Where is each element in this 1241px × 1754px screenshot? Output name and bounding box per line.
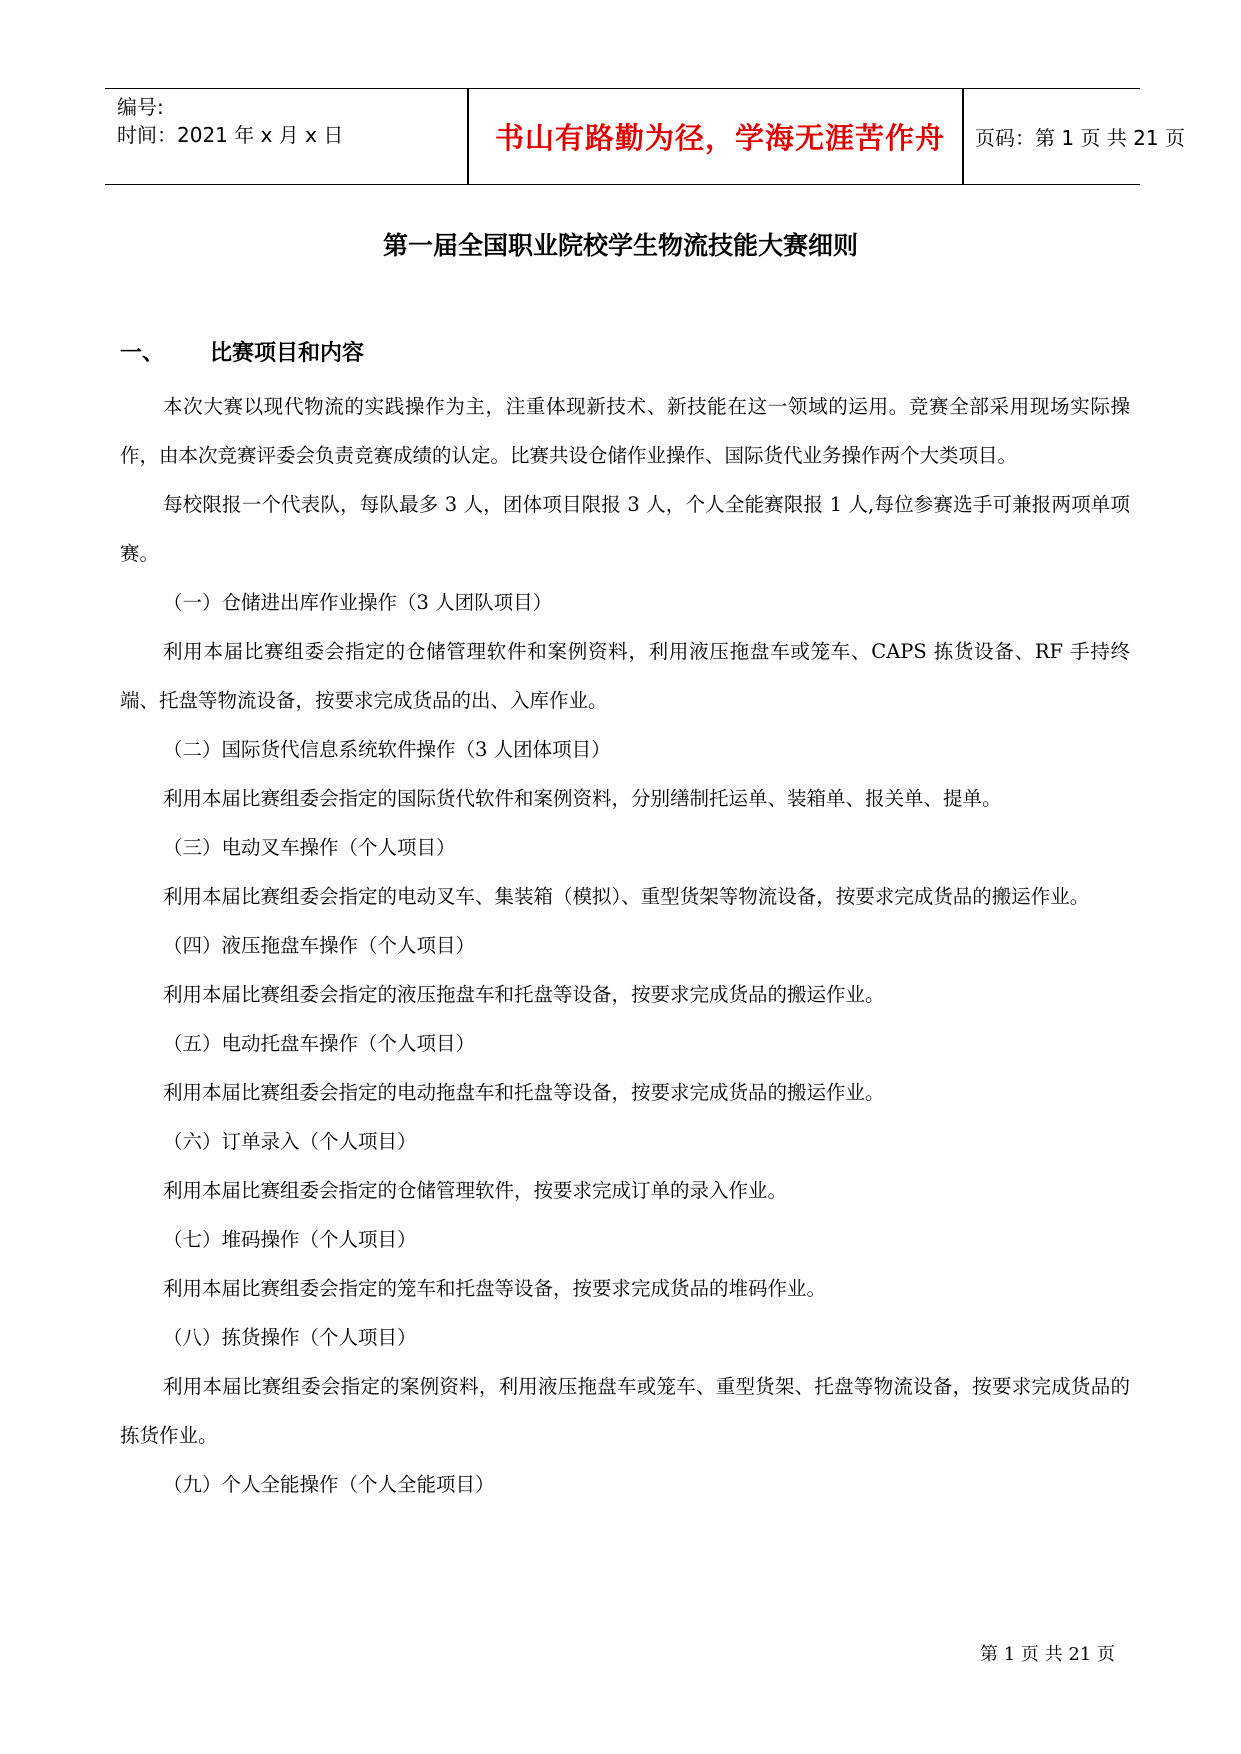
section-heading bbox=[120, 336, 364, 367]
paragraph: 利用本届比赛组委会指定的电动叉车、集装箱（模拟）、重型货架等物流设备，按要求完成货品的搬运作业。 bbox=[163, 885, 1090, 908]
document-body bbox=[120, 382, 1130, 1509]
subheading: （五）电动托盘车操作（个人项目） bbox=[163, 1032, 476, 1055]
header-divider-right bbox=[962, 89, 964, 184]
subheading: （四）液压拖盘车操作（个人项目） bbox=[163, 934, 476, 957]
subheading: （三）电动叉车操作（个人项目） bbox=[163, 836, 456, 859]
header-divider-left bbox=[467, 89, 469, 184]
paragraph: 利用本届比赛组委会指定的仓储管理软件和案例资料，利用液压拖盘车或笼车、CAPS 拣货设备、RF 手持终端、托盘等物流设备，按要求完成货品的出、入库作业。 bbox=[120, 640, 1130, 712]
subheading: （八）拣货操作（个人项目） bbox=[163, 1326, 417, 1349]
paragraph: 利用本届比赛组委会指定的案例资料，利用液压拖盘车或笼车、重型货架、托盘等物流设备，按要求完成货品的拣货作业。 bbox=[120, 1375, 1130, 1447]
subheading: （九）个人全能操作（个人全能项目） bbox=[163, 1473, 495, 1496]
paragraph: 利用本届比赛组委会指定的电动拖盘车和托盘等设备，按要求完成货品的搬运作业。 bbox=[163, 1081, 885, 1104]
section-title: 比赛项目和内容 bbox=[210, 341, 365, 366]
page-footer: 第 1 页 共 21 页 bbox=[980, 1644, 1115, 1665]
subheading: （七）堆码操作（个人项目） bbox=[163, 1228, 417, 1251]
subheading: （一）仓储进出库作业操作（3 人团队项目） bbox=[163, 591, 553, 614]
time-label: 时间：2021 年 x 月 x 日 bbox=[117, 123, 344, 147]
subheading: （六）订单录入（个人项目） bbox=[163, 1130, 417, 1153]
header-motto: 书山有路勤为径，学海无涯苦作舟 bbox=[494, 121, 945, 155]
paragraph: 本次大赛以现代物流的实践操作为主，注重体现新技术、新技能在这一领域的运用。竞赛全部采用现场实际操作，由本次竞赛评委会负责竞赛成绩的认定。比赛共设仓储作业操作、国际货代业务操作两个大类项目。 bbox=[120, 395, 1130, 467]
header-meta bbox=[117, 93, 472, 181]
paragraph: 每校限报一个代表队，每队最多 3 人，团体项目限报 3 人，个人全能赛限报 1 人,每位参赛选手可兼报两项单项赛。 bbox=[120, 493, 1130, 565]
document-title: 第一届全国职业院校学生物流技能大赛细则 bbox=[382, 231, 858, 260]
code-label: 编号: bbox=[117, 95, 164, 119]
header-table bbox=[105, 88, 1185, 185]
header-page-info: 页码：第 1 页 共 21 页 bbox=[975, 126, 1185, 150]
paragraph: 利用本届比赛组委会指定的液压拖盘车和托盘等设备，按要求完成货品的搬运作业。 bbox=[163, 983, 885, 1006]
paragraph: 利用本届比赛组委会指定的仓储管理软件，按要求完成订单的录入作业。 bbox=[163, 1179, 788, 1202]
paragraph: 利用本届比赛组委会指定的国际货代软件和案例资料，分别缮制托运单、装箱单、报关单、提单。 bbox=[163, 787, 1002, 810]
paragraph: 利用本届比赛组委会指定的笼车和托盘等设备，按要求完成货品的堆码作业。 bbox=[163, 1277, 827, 1300]
section-number: 一、 bbox=[120, 341, 165, 366]
subheading: （二）国际货代信息系统软件操作（3 人团体项目） bbox=[163, 738, 611, 761]
